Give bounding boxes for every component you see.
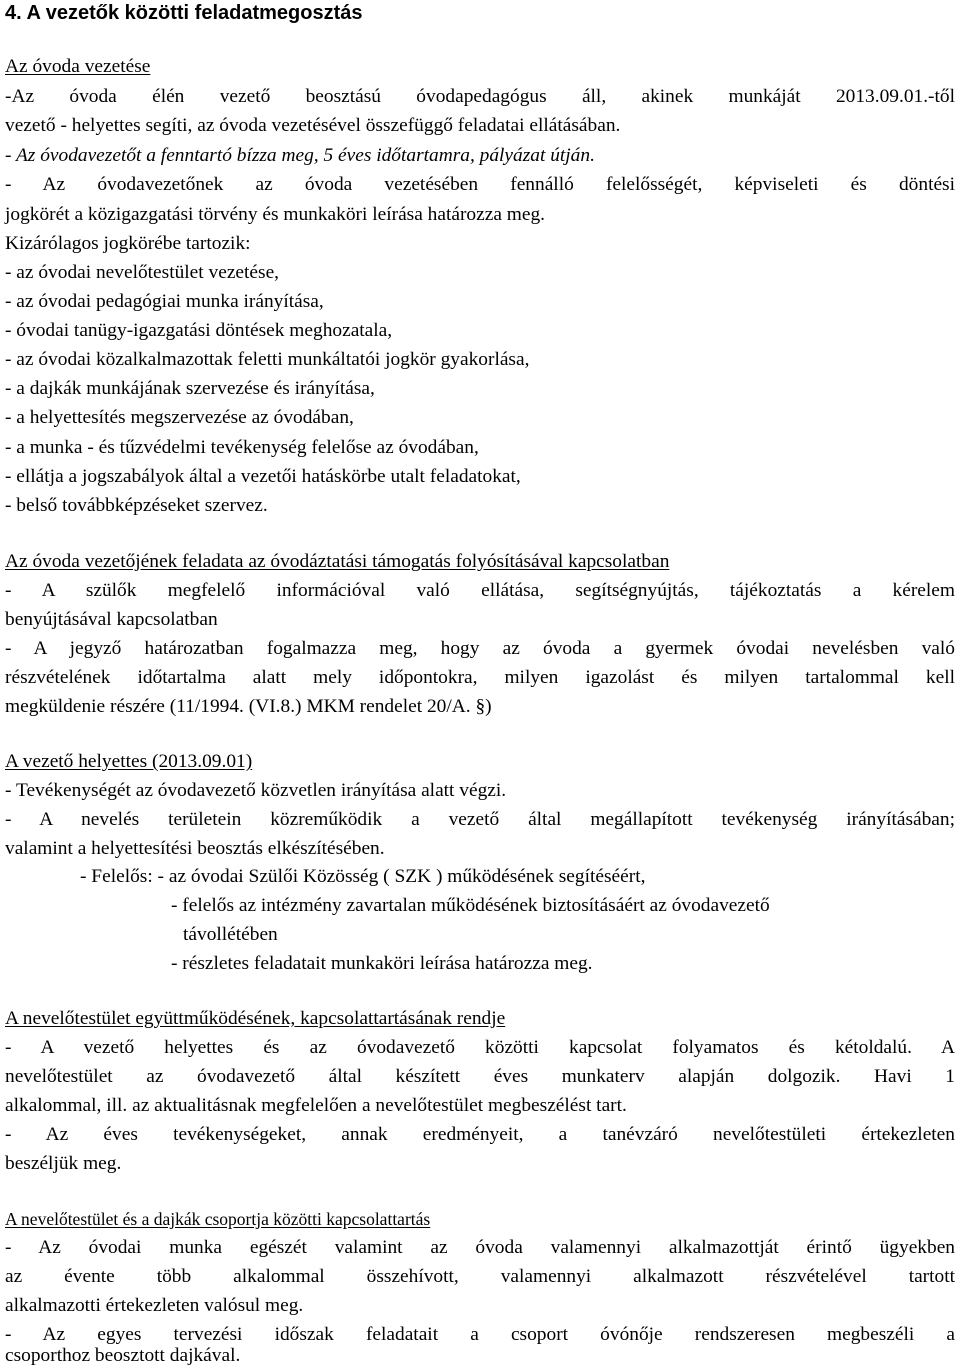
subsection-title-ovodaztatasi-tamogatas: Az óvoda vezetőjének feladata az óvodáztatási támogatás folyósításával kapcsolatban <box>5 551 670 572</box>
list-item: - a dajkák munkájának szervezése és irányítása, <box>5 378 375 399</box>
paragraph-line: megküldenie részére (11/1994. (VI.8.) MKM rendelet 20/A. §) <box>5 696 492 717</box>
responsibility-line: távollétében <box>183 924 278 945</box>
paragraph-line: - Tevékenységét az óvodavezető közvetlen irányítása alatt végzi. <box>5 780 507 801</box>
paragraph-line: - Az óvodai munka egészét valamint az óvoda valamennyi alkalmazottját érintő ügyekben <box>5 1237 955 1258</box>
list-item: - a helyettesítés megszervezése az óvodában, <box>5 407 354 428</box>
list-item: - óvodai tanügy-igazgatási döntések meghozatala, <box>5 320 393 341</box>
paragraph-line: az évente több alkalommal összehívott, valamennyi alkalmazott részvételével tartott <box>5 1266 955 1287</box>
subsection-title-ovoda-vezetese: Az óvoda vezetése <box>5 56 151 77</box>
list-item: - belső továbbképzéseket szervez. <box>5 495 268 516</box>
paragraph-line: - Az óvodavezetőnek az óvoda vezetésében fennálló felelősségét, képviseleti és döntési <box>5 174 955 195</box>
paragraph-line: vezető - helyettes segíti, az óvoda vezetésével összefüggő feladatai ellátásában. <box>5 115 621 136</box>
paragraph-line: - A jegyző határozatban fogalmazza meg, hogy az óvoda a gyermek óvodai nevelésben való <box>5 638 955 659</box>
paragraph-line: - Az egyes tervezési időszak feladatait a csoport óvónője rendszeresen megbeszéli a <box>5 1324 955 1345</box>
list-item: - ellátja a jogszabályok által a vezetői hatáskörbe utalt feladatokat, <box>5 466 521 487</box>
paragraph-line: részvételének időtartalma alatt mely időpontokra, milyen igazolást és milyen tartalommal kell <box>5 667 955 688</box>
paragraph-line: nevelőtestület az óvodavezető által készített éves munkaterv alapján dolgozik. Havi 1 <box>5 1066 955 1087</box>
responsibility-line: - részletes feladatait munkaköri leírása határozza meg. <box>171 953 593 974</box>
paragraph-line: -Az óvoda élén vezető beosztású óvodapedagógus áll, akinek munkáját 2013.09.01.-től <box>5 86 955 107</box>
list-item: - az óvodai nevelőtestület vezetése, <box>5 262 280 283</box>
paragraph-line: valamint a helyettesítési beosztás elkészítésében. <box>5 838 385 859</box>
responsibility-line: - Felelős: - az óvodai Szülői Közösség ( SZK ) működésének segítéséért, <box>80 866 646 887</box>
list-item: - az óvodai közalkalmazottak feletti munkáltatói jogkör gyakorlása, <box>5 349 530 370</box>
paragraph-line: benyújtásával kapcsolatban <box>5 609 218 630</box>
list-title: Kizárólagos jogkörébe tartozik: <box>5 233 251 254</box>
paragraph-line: - A szülők megfelelő információval való ellátása, segítségnyújtás, tájékoztatás a kérelem <box>5 580 955 601</box>
paragraph-line: alkalmazotti értekezleten valósul meg. <box>5 1295 304 1316</box>
list-item: - az óvodai pedagógiai munka irányítása, <box>5 291 324 312</box>
paragraph-line: - A vezető helyettes és az óvodavezető közötti kapcsolat folyamatos és kétoldalú. A <box>5 1037 955 1058</box>
paragraph-line: alkalommal, ill. az aktualitásnak megfelelően a nevelőtestület megbeszélést tart. <box>5 1095 627 1116</box>
paragraph-line: jogkörét a közigazgatási törvény és munkaköri leírása határozza meg. <box>5 204 546 225</box>
paragraph-line: beszéljük meg. <box>5 1153 122 1174</box>
paragraph-line: - Az éves tevékenységeket, annak eredményeit, a tanévzáró nevelőtestületi értekezleten <box>5 1124 955 1145</box>
section-heading: 4. A vezetők közötti feladatmegosztás <box>5 2 363 24</box>
list-item: - a munka - és tűzvédelmi tevékenység felelőse az óvodában, <box>5 437 479 458</box>
responsibility-line: - felelős az intézmény zavartalan működésének biztosításáért az óvodavezető <box>171 895 770 916</box>
subsection-title-vezeto-helyettes: A vezető helyettes (2013.09.01) <box>5 751 253 772</box>
subsection-title-nevelotestulet-egyuttmukodes: A nevelőtestület együttműködésének, kapcsolattartásának rendje <box>5 1008 506 1029</box>
paragraph-line-italic: - Az óvodavezetőt a fenntartó bízza meg, 5 éves időtartamra, pályázat útján. <box>5 145 595 166</box>
subsection-title-dajkak-kapcsolattartas: A nevelőtestület és a dajkák csoportja közötti kapcsolattartás <box>5 1209 431 1229</box>
paragraph-line: - A nevelés területein közreműködik a vezető által megállapított tevékenység irányításában; <box>5 809 955 830</box>
paragraph-line: csoporthoz beosztott dajkával. <box>5 1345 241 1366</box>
